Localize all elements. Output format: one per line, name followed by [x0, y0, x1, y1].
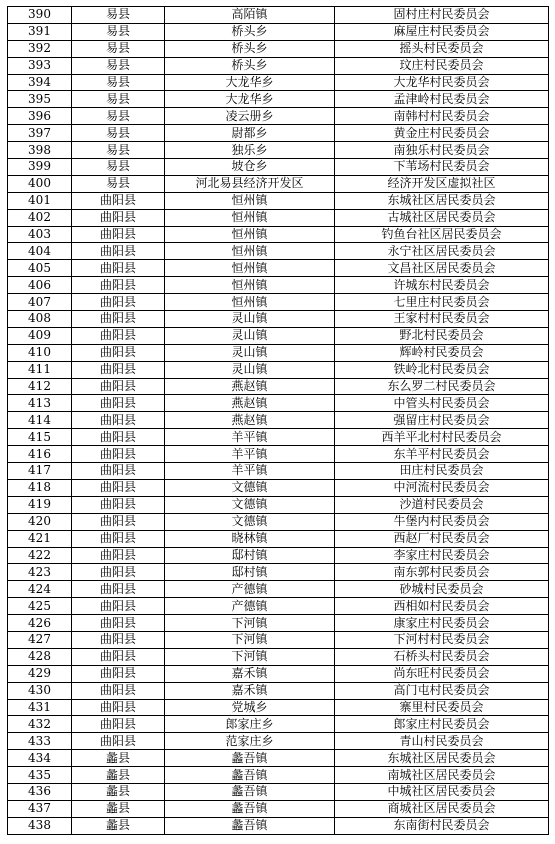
county-cell: 曲阳县 [72, 530, 165, 547]
table-row [8, 767, 549, 784]
table-row [8, 665, 549, 682]
table-row [8, 783, 549, 800]
table-row [8, 479, 549, 496]
table-row [8, 294, 549, 311]
row-number-cell: 432 [8, 716, 72, 733]
county-cell: 易县 [72, 125, 165, 142]
committee-cell: 铁岭北村民委员会 [335, 361, 549, 378]
row-number-cell: 418 [8, 479, 72, 496]
table-row [8, 682, 549, 699]
table-row [8, 547, 549, 564]
township-cell: 文德镇 [165, 479, 335, 496]
township-cell: 独乐乡 [165, 142, 335, 159]
row-number-cell: 419 [8, 496, 72, 513]
township-cell: 恒州镇 [165, 243, 335, 260]
committee-cell: 许城东村民委员会 [335, 277, 549, 294]
document-page [7, 6, 548, 835]
table-row [8, 40, 549, 57]
township-cell: 邸村镇 [165, 564, 335, 581]
county-cell: 蠡县 [72, 817, 165, 834]
table-row [8, 327, 549, 344]
table-row [8, 175, 549, 192]
table-row [8, 226, 549, 243]
township-cell: 恒州镇 [165, 260, 335, 277]
county-cell: 曲阳县 [72, 682, 165, 699]
table-row [8, 159, 549, 176]
row-number-cell: 412 [8, 378, 72, 395]
row-number-cell: 410 [8, 344, 72, 361]
committee-cell: 尚东旺村民委员会 [335, 665, 549, 682]
row-number-cell: 434 [8, 750, 72, 767]
committee-cell: 孟津岭村民委员会 [335, 91, 549, 108]
township-cell: 恒州镇 [165, 226, 335, 243]
committee-cell: 沙道村民委员会 [335, 496, 549, 513]
committee-cell: 康家庄村民委员会 [335, 615, 549, 632]
table-row [8, 733, 549, 750]
table-row [8, 91, 549, 108]
table-row [8, 361, 549, 378]
table-row [8, 57, 549, 74]
row-number-cell: 426 [8, 615, 72, 632]
township-cell: 尉都乡 [165, 125, 335, 142]
committee-cell: 辉岭村民委员会 [335, 344, 549, 361]
county-cell: 曲阳县 [72, 344, 165, 361]
county-cell: 曲阳县 [72, 631, 165, 648]
row-number-cell: 394 [8, 74, 72, 91]
township-cell: 党城乡 [165, 699, 335, 716]
committee-cell: 南韩村村民委员会 [335, 108, 549, 125]
committee-cell: 七里庄村民委员会 [335, 294, 549, 311]
row-number-cell: 427 [8, 631, 72, 648]
row-number-cell: 403 [8, 226, 72, 243]
township-cell: 郎家庄乡 [165, 716, 335, 733]
row-number-cell: 413 [8, 395, 72, 412]
county-cell: 曲阳县 [72, 598, 165, 615]
county-cell: 曲阳县 [72, 429, 165, 446]
county-cell: 曲阳县 [72, 581, 165, 598]
table-row [8, 631, 549, 648]
county-cell: 曲阳县 [72, 665, 165, 682]
county-cell: 曲阳县 [72, 294, 165, 311]
township-cell: 邸村镇 [165, 547, 335, 564]
table-row [8, 530, 549, 547]
committee-cell: 古城社区居民委员会 [335, 209, 549, 226]
table-row [8, 192, 549, 209]
row-number-cell: 414 [8, 412, 72, 429]
township-cell: 灵山镇 [165, 344, 335, 361]
row-number-cell: 417 [8, 463, 72, 480]
committee-cell: 玟庄村民委员会 [335, 57, 549, 74]
table-row [8, 74, 549, 91]
county-cell: 易县 [72, 23, 165, 40]
county-cell: 曲阳县 [72, 209, 165, 226]
township-cell: 晓林镇 [165, 530, 335, 547]
township-cell: 燕赵镇 [165, 412, 335, 429]
county-cell: 易县 [72, 159, 165, 176]
committee-cell: 石桥头村民委员会 [335, 648, 549, 665]
row-number-cell: 405 [8, 260, 72, 277]
county-cell: 曲阳县 [72, 395, 165, 412]
committee-cell: 野北村民委员会 [335, 327, 549, 344]
row-number-cell: 400 [8, 175, 72, 192]
county-cell: 曲阳县 [72, 648, 165, 665]
table-row [8, 23, 549, 40]
table-row [8, 7, 549, 24]
row-number-cell: 438 [8, 817, 72, 834]
county-cell: 曲阳县 [72, 361, 165, 378]
committee-cell: 东羊平村民委员会 [335, 446, 549, 463]
township-cell: 下河镇 [165, 648, 335, 665]
committee-cell: 李家庄村民委员会 [335, 547, 549, 564]
township-cell: 下河镇 [165, 615, 335, 632]
county-cell: 蠡县 [72, 750, 165, 767]
county-cell: 曲阳县 [72, 192, 165, 209]
county-cell: 易县 [72, 108, 165, 125]
county-cell: 蠡县 [72, 783, 165, 800]
township-cell: 桥头乡 [165, 40, 335, 57]
row-number-cell: 399 [8, 159, 72, 176]
township-cell: 高陌镇 [165, 7, 335, 24]
county-cell: 蠡县 [72, 800, 165, 817]
county-cell: 蠡县 [72, 767, 165, 784]
table-row [8, 615, 549, 632]
committee-cell: 郎家庄村民委员会 [335, 716, 549, 733]
township-cell: 蠡吾镇 [165, 767, 335, 784]
row-number-cell: 422 [8, 547, 72, 564]
committee-cell: 中管头村民委员会 [335, 395, 549, 412]
county-cell: 曲阳县 [72, 564, 165, 581]
table-row [8, 142, 549, 159]
committee-cell: 黄金庄村民委员会 [335, 125, 549, 142]
committee-cell: 下苇场村民委员会 [335, 159, 549, 176]
row-number-cell: 433 [8, 733, 72, 750]
county-cell: 曲阳县 [72, 311, 165, 328]
township-cell: 蠡吾镇 [165, 783, 335, 800]
township-cell: 嘉禾镇 [165, 682, 335, 699]
table-row [8, 699, 549, 716]
county-cell: 曲阳县 [72, 716, 165, 733]
row-number-cell: 401 [8, 192, 72, 209]
township-cell: 灵山镇 [165, 311, 335, 328]
row-number-cell: 428 [8, 648, 72, 665]
committee-cell: 寨里村民委员会 [335, 699, 549, 716]
committee-cell: 东南街村民委员会 [335, 817, 549, 834]
table-row [8, 581, 549, 598]
table-body [8, 7, 549, 835]
committee-cell: 东城社区居民委员会 [335, 192, 549, 209]
table-row [8, 108, 549, 125]
township-cell: 羊平镇 [165, 446, 335, 463]
table-row [8, 412, 549, 429]
township-cell: 蠡吾镇 [165, 750, 335, 767]
row-number-cell: 393 [8, 57, 72, 74]
committee-cell: 西羊平北村村民委员会 [335, 429, 549, 446]
township-cell: 产德镇 [165, 581, 335, 598]
county-cell: 曲阳县 [72, 496, 165, 513]
township-cell: 燕赵镇 [165, 378, 335, 395]
committee-cell: 西相如村民委员会 [335, 598, 549, 615]
township-cell: 下河镇 [165, 631, 335, 648]
county-cell: 易县 [72, 74, 165, 91]
row-number-cell: 423 [8, 564, 72, 581]
committee-cell: 东么罗二村民委员会 [335, 378, 549, 395]
row-number-cell: 430 [8, 682, 72, 699]
township-cell: 羊平镇 [165, 429, 335, 446]
row-number-cell: 421 [8, 530, 72, 547]
table-row [8, 429, 549, 446]
table-row [8, 800, 549, 817]
committee-cell: 中城社区居民委员会 [335, 783, 549, 800]
township-cell: 恒州镇 [165, 209, 335, 226]
table-row [8, 243, 549, 260]
row-number-cell: 397 [8, 125, 72, 142]
row-number-cell: 392 [8, 40, 72, 57]
committee-cell: 强留庄村民委员会 [335, 412, 549, 429]
table-row [8, 260, 549, 277]
township-cell: 河北易县经济开发区 [165, 175, 335, 192]
township-cell: 产德镇 [165, 598, 335, 615]
row-number-cell: 407 [8, 294, 72, 311]
county-cell: 曲阳县 [72, 733, 165, 750]
table-row [8, 598, 549, 615]
committee-cell: 大龙华村民委员会 [335, 74, 549, 91]
row-number-cell: 390 [8, 7, 72, 24]
township-cell: 大龙华乡 [165, 91, 335, 108]
township-cell: 恒州镇 [165, 294, 335, 311]
row-number-cell: 437 [8, 800, 72, 817]
row-number-cell: 424 [8, 581, 72, 598]
committee-cell: 麻屋庄村民委员会 [335, 23, 549, 40]
committee-cell: 南独乐村民委员会 [335, 142, 549, 159]
township-cell: 大龙华乡 [165, 74, 335, 91]
table-row [8, 125, 549, 142]
county-cell: 易县 [72, 40, 165, 57]
township-cell: 桥头乡 [165, 57, 335, 74]
table-row [8, 209, 549, 226]
county-cell: 曲阳县 [72, 547, 165, 564]
county-cell: 曲阳县 [72, 327, 165, 344]
table-row [8, 648, 549, 665]
township-cell: 文德镇 [165, 513, 335, 530]
county-cell: 曲阳县 [72, 463, 165, 480]
county-cell: 曲阳县 [72, 378, 165, 395]
row-number-cell: 435 [8, 767, 72, 784]
county-cell: 易县 [72, 142, 165, 159]
county-cell: 曲阳县 [72, 479, 165, 496]
table-row [8, 446, 549, 463]
committee-cell: 青山村民委员会 [335, 733, 549, 750]
row-number-cell: 429 [8, 665, 72, 682]
committee-cell: 王家村村民委员会 [335, 311, 549, 328]
county-cell: 易县 [72, 91, 165, 108]
table-row [8, 496, 549, 513]
township-cell: 文德镇 [165, 496, 335, 513]
committee-cell: 砂城村民委员会 [335, 581, 549, 598]
township-cell: 坡仓乡 [165, 159, 335, 176]
county-cell: 曲阳县 [72, 226, 165, 243]
committee-cell: 高门屯村民委员会 [335, 682, 549, 699]
county-cell: 易县 [72, 7, 165, 24]
committee-table [7, 6, 549, 835]
row-number-cell: 408 [8, 311, 72, 328]
township-cell: 凌云册乡 [165, 108, 335, 125]
county-cell: 曲阳县 [72, 513, 165, 530]
township-cell: 恒州镇 [165, 277, 335, 294]
row-number-cell: 409 [8, 327, 72, 344]
county-cell: 曲阳县 [72, 615, 165, 632]
township-cell: 范家庄乡 [165, 733, 335, 750]
row-number-cell: 431 [8, 699, 72, 716]
county-cell: 曲阳县 [72, 412, 165, 429]
row-number-cell: 402 [8, 209, 72, 226]
row-number-cell: 415 [8, 429, 72, 446]
table-row [8, 716, 549, 733]
table-row [8, 277, 549, 294]
committee-cell: 钓鱼台社区居民委员会 [335, 226, 549, 243]
township-cell: 桥头乡 [165, 23, 335, 40]
row-number-cell: 411 [8, 361, 72, 378]
row-number-cell: 416 [8, 446, 72, 463]
row-number-cell: 406 [8, 277, 72, 294]
row-number-cell: 395 [8, 91, 72, 108]
county-cell: 曲阳县 [72, 260, 165, 277]
table-row [8, 395, 549, 412]
township-cell: 灵山镇 [165, 327, 335, 344]
table-row [8, 311, 549, 328]
county-cell: 易县 [72, 175, 165, 192]
table-row [8, 750, 549, 767]
table-row [8, 344, 549, 361]
committee-cell: 下河村村民委员会 [335, 631, 549, 648]
township-cell: 蠡吾镇 [165, 817, 335, 834]
committee-cell: 固村庄村民委员会 [335, 7, 549, 24]
county-cell: 曲阳县 [72, 277, 165, 294]
table-row [8, 513, 549, 530]
committee-cell: 牛堡内村民委员会 [335, 513, 549, 530]
row-number-cell: 404 [8, 243, 72, 260]
committee-cell: 文昌社区居民委员会 [335, 260, 549, 277]
committee-cell: 南城社区居民委员会 [335, 767, 549, 784]
committee-cell: 永宁社区居民委员会 [335, 243, 549, 260]
county-cell: 易县 [72, 57, 165, 74]
table-row [8, 817, 549, 834]
committee-cell: 中河流村民委员会 [335, 479, 549, 496]
township-cell: 燕赵镇 [165, 395, 335, 412]
township-cell: 蠡吾镇 [165, 800, 335, 817]
row-number-cell: 420 [8, 513, 72, 530]
township-cell: 羊平镇 [165, 463, 335, 480]
row-number-cell: 396 [8, 108, 72, 125]
committee-cell: 经济开发区虚拟社区 [335, 175, 549, 192]
county-cell: 曲阳县 [72, 446, 165, 463]
table-row [8, 564, 549, 581]
township-cell: 灵山镇 [165, 361, 335, 378]
committee-cell: 商城社区居民委员会 [335, 800, 549, 817]
township-cell: 恒州镇 [165, 192, 335, 209]
row-number-cell: 391 [8, 23, 72, 40]
committee-cell: 南东郭村民委员会 [335, 564, 549, 581]
committee-cell: 西赵厂村民委员会 [335, 530, 549, 547]
row-number-cell: 398 [8, 142, 72, 159]
table-row [8, 463, 549, 480]
committee-cell: 东城社区居民委员会 [335, 750, 549, 767]
township-cell: 嘉禾镇 [165, 665, 335, 682]
county-cell: 曲阳县 [72, 699, 165, 716]
row-number-cell: 436 [8, 783, 72, 800]
row-number-cell: 425 [8, 598, 72, 615]
committee-cell: 摇头村民委员会 [335, 40, 549, 57]
table-row [8, 378, 549, 395]
committee-cell: 田庄村民委员会 [335, 463, 549, 480]
county-cell: 曲阳县 [72, 243, 165, 260]
